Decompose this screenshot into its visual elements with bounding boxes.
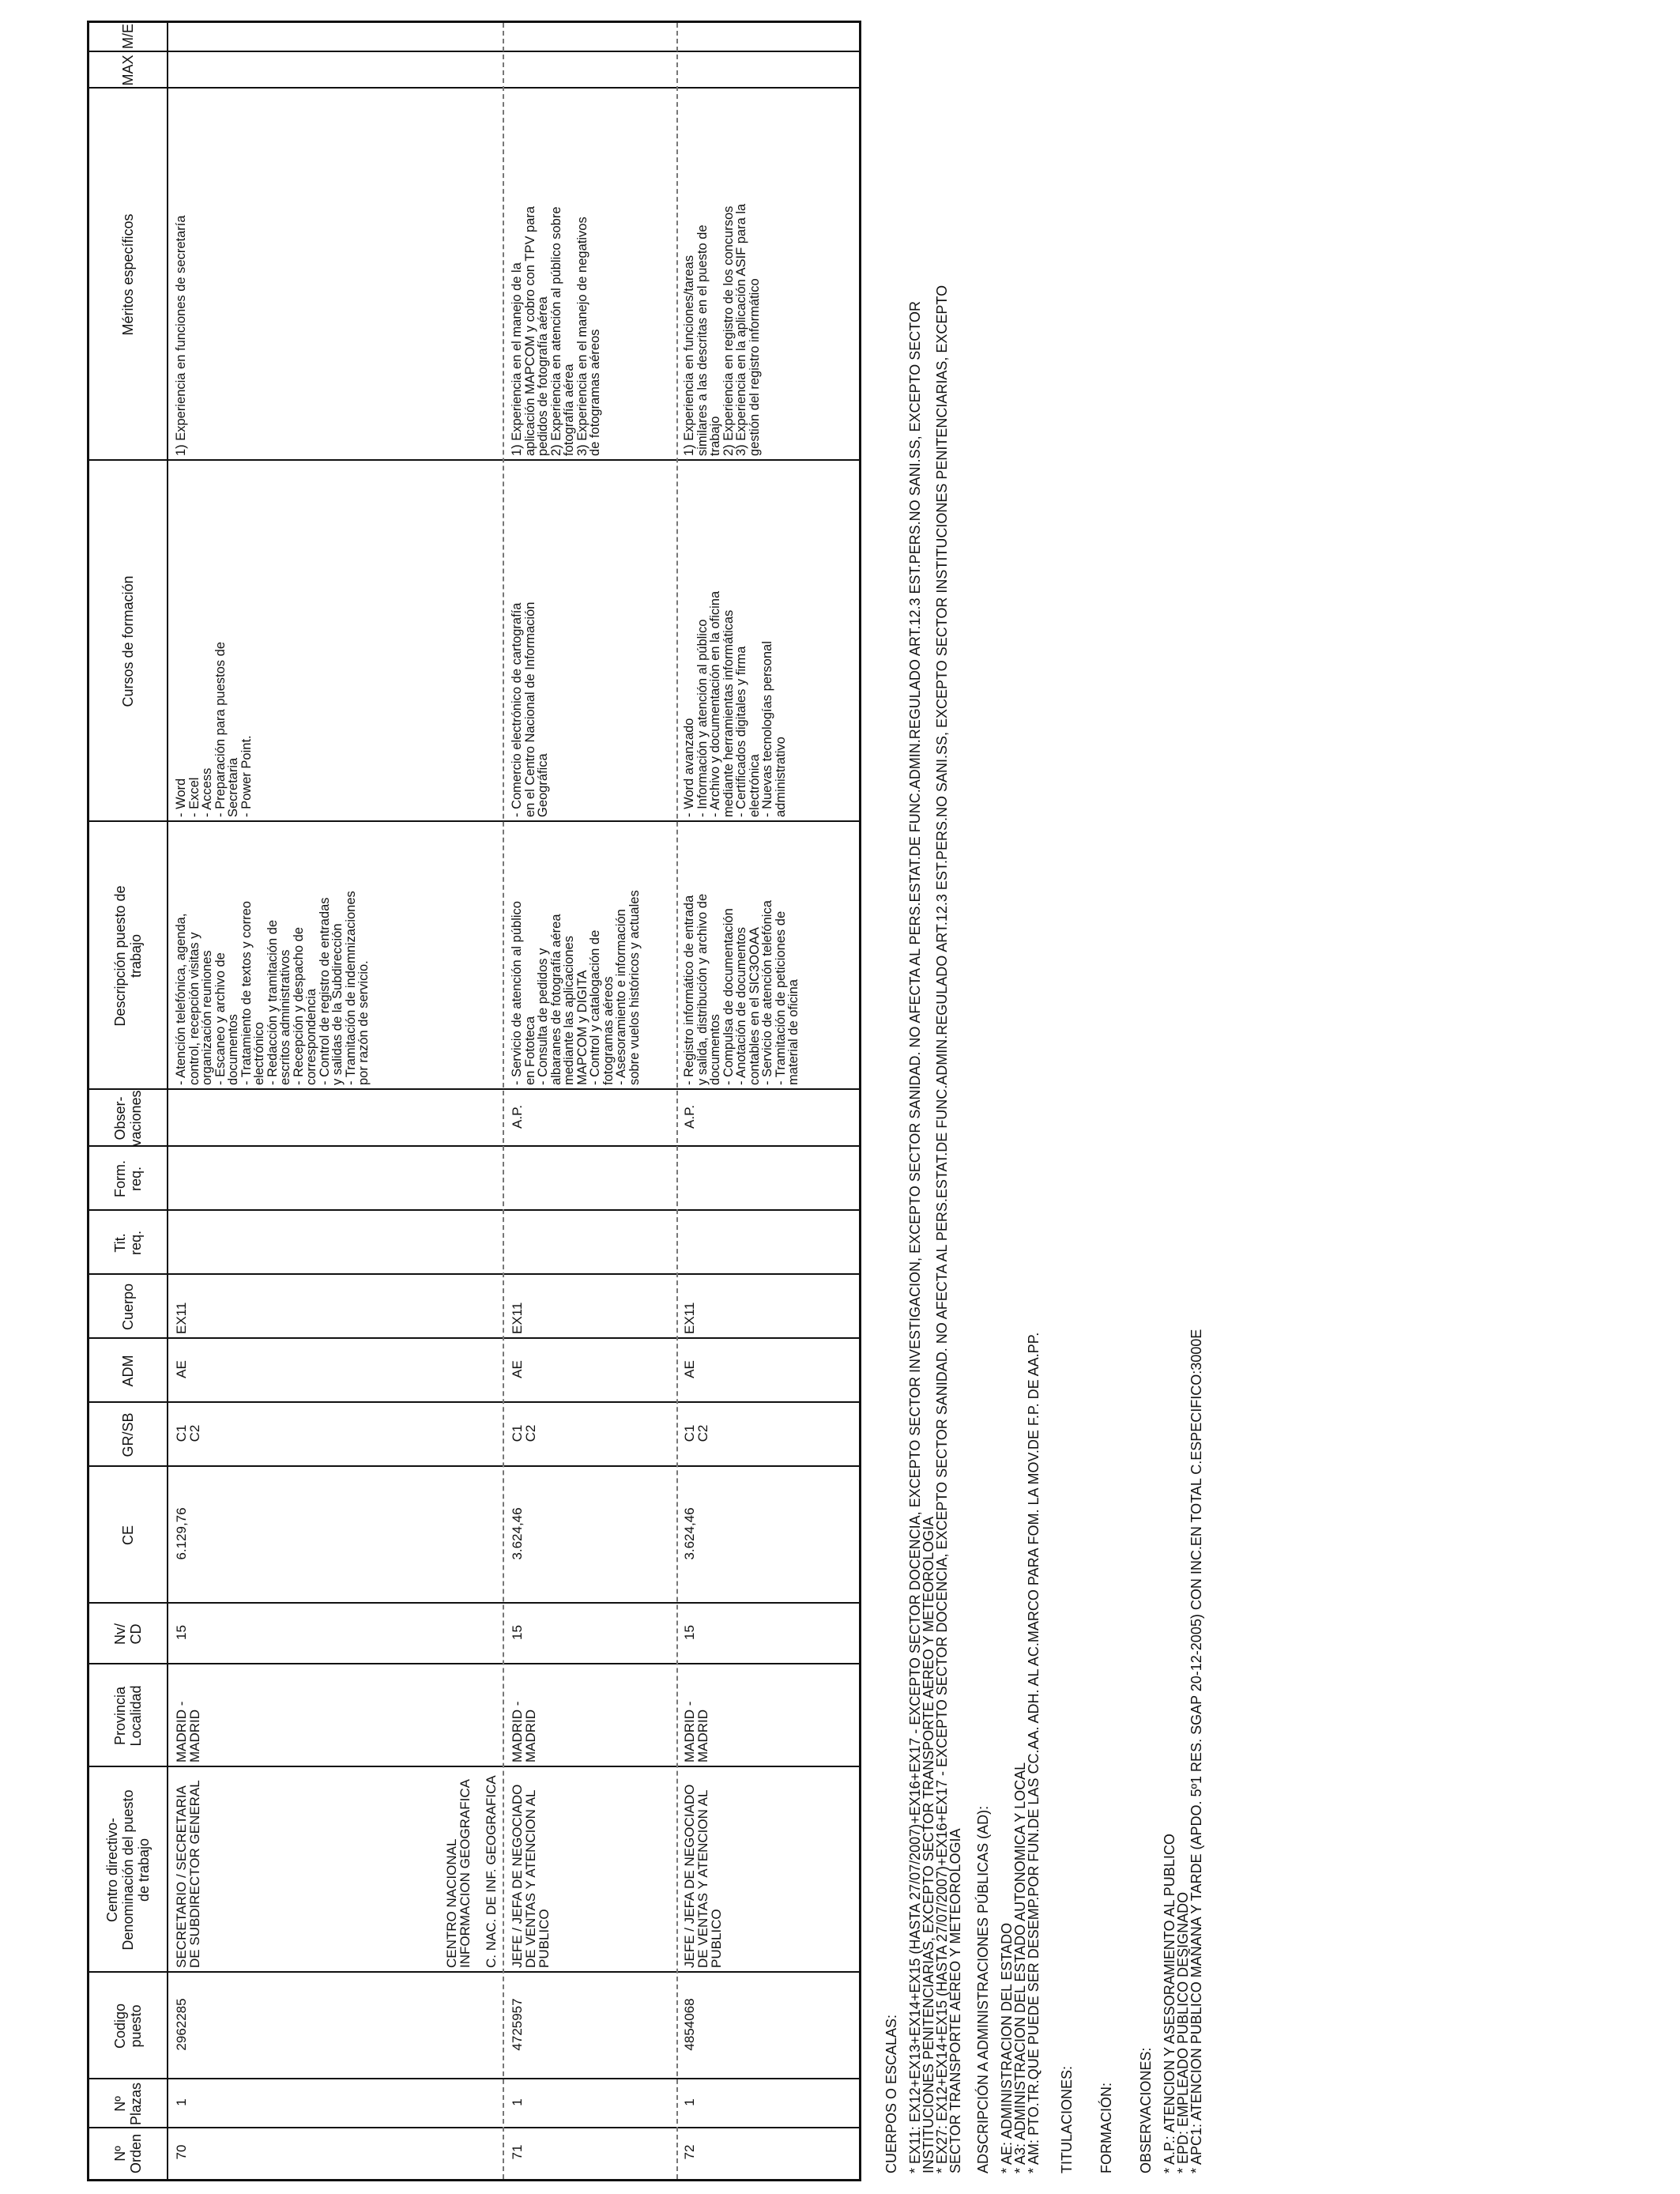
- header-formacion: Form. req.: [112, 1160, 144, 1197]
- column-divider: [89, 1663, 859, 1664]
- row-70-descripcion: - Atención telefónica, agenda, control, recepción visitas y organización reuniones - Escaneo y archivo de documentos - Tratamiento de textos y correo electrónico - Redacción y tramitación de escritos administrativos - Recepción y despacho de correspondencia - Control de registro de entradas y salidas de la Subdirección - Tramitación de indemnizaciones por razón de servicio.: [174, 891, 371, 1085]
- row-72-cuerpo: EX11: [682, 1302, 697, 1334]
- row-70-codigo: 2962285: [174, 1998, 189, 2051]
- column-divider: [89, 1971, 859, 1973]
- row-71-centro: JEFE / JEFA DE NEGOCIADO DE VENTAS Y ATENCION AL PUBLICO: [510, 1784, 552, 1968]
- row-70-plazas: 1: [174, 2098, 189, 2106]
- header-provincia: Provincia Localidad: [112, 1685, 144, 1747]
- row-71-meritos: 1) Experiencia en el manejo de la aplicación MAPCOM y cobro con TPV para pedidos de fotografía aérea 2) Experiencia en atención al público sobre fotografía aérea 3) Experiencia en el manejo de negativos de fotogramas aéreos: [510, 205, 602, 456]
- row-72-meritos: 1) Experiencia en funciones/tareas similares a las descritas en el puesto de trabajo 2) Experiencia en registro de los concursos 3) Experiencia en la aplicación ASIF para la gestión del registro informático: [682, 203, 762, 456]
- row-71-orden: 71: [510, 2144, 525, 2160]
- observaciones-title: OBSERVACIONES:: [1138, 2047, 1154, 2173]
- column-divider: [89, 1145, 859, 1147]
- row-70-adm: AE: [174, 1360, 189, 1378]
- section-header-c-nac: C. NAC. DE INF. GEOGRAFICA: [484, 1775, 499, 1968]
- row-71-adm: AE: [510, 1360, 525, 1378]
- header-observaciones: Obser- vaciones: [112, 1090, 144, 1147]
- row-70-grupo: C1 C2: [174, 1424, 202, 1442]
- column-divider: [89, 1602, 859, 1604]
- header-plazas: Nº Plazas: [112, 2082, 144, 2126]
- column-divider: [89, 51, 859, 52]
- row-71-ce: 3.624,46: [510, 1507, 525, 1560]
- row-72-codigo: 4854068: [682, 1998, 697, 2051]
- job-positions-table: [87, 21, 861, 2181]
- row-72-nivel: 15: [682, 1625, 697, 1640]
- row-71-nivel: 15: [510, 1625, 525, 1640]
- row-72-observaciones: A.P.: [682, 1105, 697, 1129]
- row-71-codigo: 4725957: [510, 1998, 525, 2051]
- header-titulacion: Tit. req.: [112, 1230, 144, 1256]
- header-orden: Nº Orden: [112, 2133, 144, 2174]
- row-72-descripcion: - Registro informático de entrada y salida, distribución y archivo de documentos - Compulsa de documentación - Anotación de documentos contables en el SIC3OOAA - Servicio de atención telefónica - Tramitación de peticiones de material de oficina: [682, 893, 800, 1085]
- row-71-provincia: MADRID - MADRID: [510, 1701, 538, 1762]
- header-meritos: Méritos específicos: [120, 213, 136, 336]
- adscripcion-title: ADSCRIPCIÓN A ADMINISTRACIONES PÚBLICAS (AD):: [975, 1805, 991, 2173]
- titulaciones-title: TITULACIONES:: [1059, 2065, 1075, 2173]
- column-divider: [89, 1766, 859, 1767]
- header-cuerpo: Cuerpo: [120, 1283, 136, 1331]
- row-70-nivel: 15: [174, 1625, 189, 1640]
- adscripcion-text: * AE: ADMINISTRACION DEL ESTADO * A3: ADMINISTRACION DEL ESTADO AUTONOMICA Y LOCAL * AM: PTO.TR.QUE PUEDE SER DESEMP.POR FUN.DE LAS CC.AA. ADH. AL AC.MARCO PARA FOM. LA MOV.DE F.P. DE AA.PP.: [999, 1332, 1042, 2173]
- row-70-provincia: MADRID - MADRID: [174, 1701, 202, 1762]
- row-71-cursos: - Comercio electrónico de cartografía en el Centro Nacional de Información Geográfica: [510, 601, 550, 817]
- observaciones-text: * A.P.: ATENCION Y ASESORAMIENTO AL PUBLICO * EPD: EMPLEADO PUBLICO DESIGNADO * APC1: ATENCION PUBLICO MAÑANA Y TARDE (APDO. 5º1 RES. SGAP 20-12-2005) CON INC.EN TOTAL C.ESPECIFICO:3000E: [1162, 1329, 1204, 2173]
- row-70-centro: SECRETARIO / SECRETARIA DE SUBDIRECTOR GENERAL: [174, 1780, 202, 1968]
- header-descripcion: Descripción puesto de trabajo: [112, 885, 144, 1027]
- row-72-cursos: - Word avanzado - Información y atención al público - Archivo y documentación en la oficina mediante herramientas informáticas - Certificados digitales y firma electrónica - Nuevas tecnologías personal administrativo: [682, 590, 788, 817]
- column-divider: [89, 1337, 859, 1339]
- cuerpos-text: * EX11: EX12+EX13+EX14+EX15 (HASTA 27/07/2007)+EX16+EX17 - EXCEPTO SECTOR DOCENCIA, EXCEPTO SECTOR INVESTIGACION, EXCEPTO SECTOR SANIDAD. NO AFECTA AL PERS.ESTAT.DE FUNC.ADMIN.REGULADO ART.12.3 EST.PERS.NO SANI.SS, EXCEPTO SECTOR INSTITUCIONES PENITENCIARIAS, EXCEPTO SECTOR TRANSPORTE AEREO Y METEOROLOGIA * EX27: EX12+EX14+EX15 (HASTA 27/07/2007)+EX16+EX17 - EXCEPTO SECTOR DOCENCIA, EXCEPTO SECTOR SANIDAD. NO AFECTA AL PERS.ESTAT.DE FUNC.ADMIN.REGULADO ART.12.3 EST.PERS.NO SANI.SS, EXCEPTO SECTOR INSTITUCIONES PENITENCIARIAS, EXCEPTO SECTOR TRANSPORTE AEREO Y METEOROLOGIA: [907, 285, 963, 2173]
- column-divider: [89, 2127, 859, 2128]
- row-71-descripcion: - Servicio de atención al público en Fototeca - Consulta de pedidos y albaranes de fotografía aérea mediante las aplicaciones MAPCOM y DIGITA - Control y catalogación de fotogramas aéreos - Asesoramiento e información sobre vuelos históricos y actuales: [510, 890, 642, 1085]
- row-71-grupo: C1 C2: [510, 1424, 538, 1442]
- row-71-cuerpo: EX11: [510, 1302, 525, 1334]
- row-70-orden: 70: [174, 2144, 189, 2160]
- column-divider: [89, 1273, 859, 1275]
- cuerpos-title: CUERPOS O ESCALAS:: [883, 2014, 899, 2173]
- header-ce: CE: [120, 1525, 136, 1546]
- column-divider: [89, 1401, 859, 1403]
- row-71-observaciones: A.P.: [510, 1105, 525, 1129]
- row-70-cuerpo: EX11: [174, 1302, 189, 1334]
- row-72-plazas: 1: [682, 2098, 697, 2106]
- row-72-orden: 72: [682, 2144, 697, 2160]
- section-header-centro-nacional: CENTRO NACIONAL INFORMACION GEOGRAFICA: [444, 1779, 473, 1968]
- row-72-centro: JEFE / JEFA DE NEGOCIADO DE VENTAS Y ATENCION AL PUBLICO: [682, 1784, 724, 1968]
- formacion-title: FORMACIÓN:: [1098, 2083, 1114, 2173]
- row-71-plazas: 1: [510, 2098, 525, 2106]
- row-70-cursos: - Word - Excel - Access - Preparación para puestos de Secretaria - Power Point.: [174, 642, 254, 817]
- header-adm: ADM: [120, 1355, 136, 1387]
- header-me: M/E: [120, 24, 136, 50]
- header-grupo: GR/SB: [120, 1412, 136, 1457]
- column-divider: [89, 1465, 859, 1467]
- header-max: MAX: [120, 55, 136, 86]
- header-separator: [167, 23, 168, 2179]
- notes-section: [883, 16, 1204, 2173]
- header-cursos: Cursos de formación: [120, 575, 136, 707]
- row-70-ce: 6.129,76: [174, 1507, 189, 1560]
- column-divider: [89, 1209, 859, 1211]
- header-codigo: Codigo puesto: [112, 2003, 144, 2049]
- row-separator: [676, 23, 678, 2179]
- row-72-provincia: MADRID - MADRID: [682, 1701, 710, 1762]
- row-72-grupo: C1 C2: [682, 1424, 710, 1442]
- header-nivel: Nv/ CD: [112, 1623, 144, 1645]
- column-divider: [89, 2078, 859, 2079]
- header-centro: Centro directivo- Denominación del puesto de trabajo: [104, 1789, 152, 1951]
- row-72-ce: 3.624,46: [682, 1507, 697, 1560]
- row-70-meritos: 1) Experiencia en funciones de secretaría: [174, 215, 188, 456]
- row-72-adm: AE: [682, 1360, 697, 1378]
- row-separator: [503, 23, 504, 2179]
